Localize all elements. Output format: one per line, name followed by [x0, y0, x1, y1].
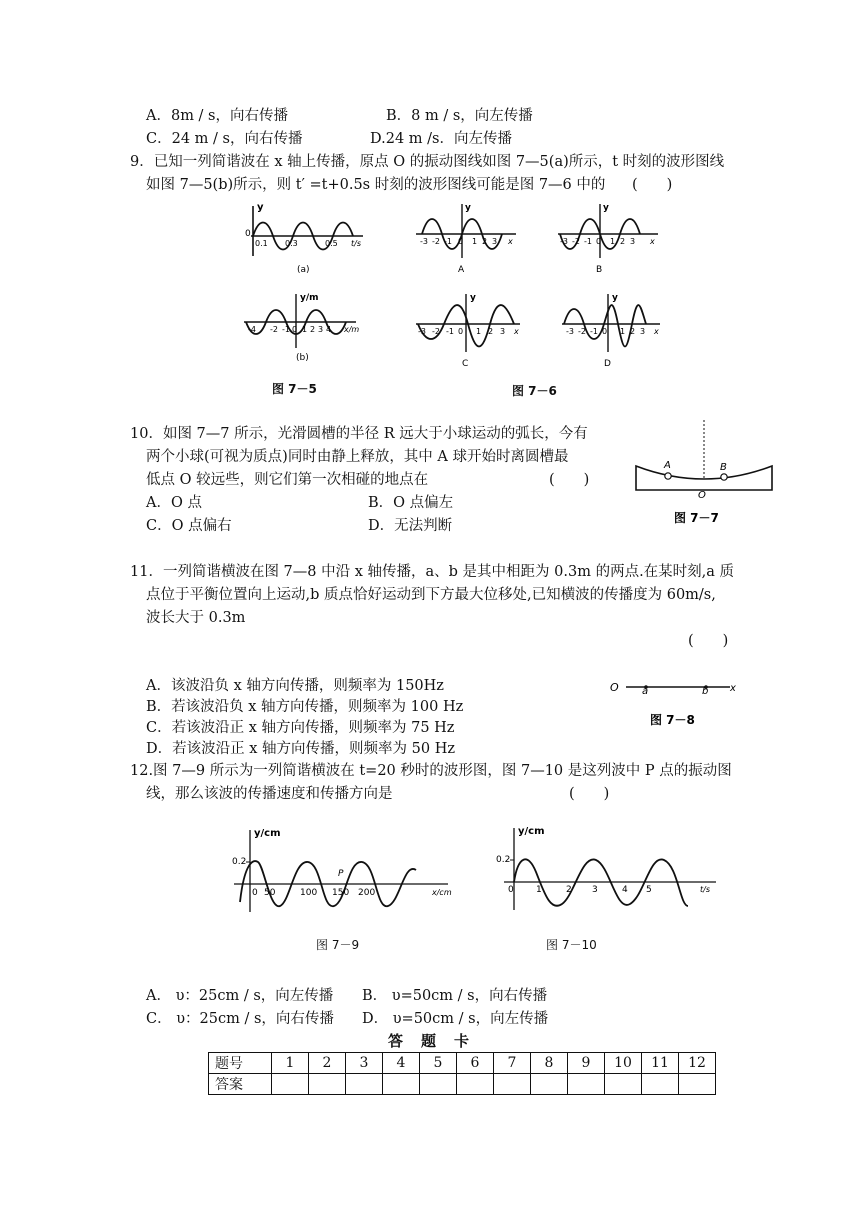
fig77-a: A [664, 460, 671, 471]
fig79-50: 50 [264, 888, 276, 898]
answer-cell[interactable] [494, 1074, 531, 1095]
question-number: 3 [346, 1053, 383, 1074]
opt-a-tick-2: 2 [482, 237, 488, 246]
answer-cell[interactable] [420, 1074, 457, 1095]
fig78-x: x [730, 683, 736, 694]
figure-7-6-option-c [412, 290, 527, 370]
figure-7-6-option-a [412, 200, 522, 280]
opt-c-tick-2: 2 [488, 327, 494, 336]
q8-option-a: A．8m / s，向右传播 [146, 108, 288, 124]
figure-7-8-caption: 图 7－8 [650, 713, 695, 727]
figure-7-5b [240, 290, 370, 370]
opt-a-y: y [465, 203, 471, 213]
fig79-200: 200 [358, 888, 376, 898]
fig710-5: 5 [646, 885, 652, 895]
opt-d-x: x [654, 327, 659, 336]
opt-d-tick-m1: -1 [590, 327, 598, 336]
opt-c-label: C [462, 359, 469, 369]
answer-cell[interactable] [679, 1074, 716, 1095]
fig710-3: 3 [592, 885, 598, 895]
fig79-150: 150 [332, 888, 350, 898]
answer-card-table [208, 1052, 716, 1095]
row-header-number: 题号 [209, 1053, 272, 1074]
figure-7-8 [604, 674, 744, 734]
fig-b-tick-2: 2 [310, 325, 316, 334]
question-number: 7 [494, 1053, 531, 1074]
question-number: 10 [605, 1053, 642, 1074]
opt-b-tick-m3: -3 [560, 237, 568, 246]
fig-a-tick-01: 0.1 [255, 239, 268, 248]
q11-stem-line1: 11．一列简谐横波在图 7—8 中沿 x 轴传播，a、b 是其中相距为 0.3m 的两点.在某时刻,a 质 [130, 564, 735, 580]
fig-a-y-label: y [257, 202, 264, 213]
question-number: 5 [420, 1053, 457, 1074]
fig78-o: O [610, 681, 619, 694]
answer-cell[interactable] [457, 1074, 494, 1095]
opt-b-label: B [596, 265, 603, 275]
opt-c-tick-m2: -2 [432, 327, 440, 336]
opt-c-tick-m3: -3 [418, 327, 426, 336]
answer-cell[interactable] [531, 1074, 568, 1095]
answer-cell[interactable] [272, 1074, 309, 1095]
opt-d-tick-m3: -3 [566, 327, 574, 336]
q12-option-c: C． υ：25cm / s，向右传播 [146, 1011, 334, 1027]
q9-stem-line2: 如图 7—5(b)所示，则 t′ =t+0.5s 时刻的波形图线可能是图 7—6 中的 [146, 177, 606, 193]
opt-c-x: x [514, 327, 519, 336]
fig-b-tick-1: 1 [302, 325, 308, 334]
fig-b-x: x/m [344, 325, 360, 334]
fig-a-tick-05: 0.5 [325, 239, 338, 248]
opt-d-label: D [604, 359, 611, 369]
opt-c-tick-3: 3 [500, 327, 506, 336]
fig-a-t-axis: t/s [351, 239, 361, 248]
question-number: 8 [531, 1053, 568, 1074]
q12-stem-line1: 12.图 7—9 所示为一列简谐横波在 t=20 秒时的波形图，图 7—10 是这列波中 P 点的振动图 [130, 763, 732, 779]
figure-7-10 [492, 822, 724, 922]
opt-b-tick-m2: -2 [572, 237, 580, 246]
opt-a-tick-m1: -1 [444, 237, 452, 246]
opt-a-tick-1: 1 [472, 237, 478, 246]
q11-answer-paren: ( ) [688, 633, 729, 649]
opt-c-y: y [470, 293, 476, 303]
question-number: 1 [272, 1053, 309, 1074]
fig79-100: 100 [300, 888, 318, 898]
fig78-a: a [642, 686, 649, 697]
opt-b-tick-m1: -1 [584, 237, 592, 246]
q10-option-d: D．无法判断 [368, 518, 453, 534]
q12-stem-line2: 线，那么该波的传播速度和传播方向是 [146, 786, 393, 802]
figure-7-5-caption: 图 7－5 [272, 382, 317, 396]
fig-a-origin: 0 [245, 229, 251, 239]
q8-option-c: C．24 m / s，向右传播 [146, 131, 303, 147]
q12-option-a: A． υ：25cm / s，向左传播 [146, 988, 334, 1004]
opt-b-tick-3: 3 [630, 237, 636, 246]
opt-b-tick-2: 2 [620, 237, 626, 246]
answer-cell[interactable] [383, 1074, 420, 1095]
question-number: 4 [383, 1053, 420, 1074]
row-header-answer: 答案 [209, 1074, 272, 1095]
opt-a-x: x [508, 237, 513, 246]
opt-a-tick-m3: -3 [420, 237, 428, 246]
fig710-y: y/cm [518, 826, 545, 837]
q11-option-c: C．若该波沿正 x 轴方向传播，则频率为 75 Hz [146, 720, 455, 736]
q10-stem-line3: 低点 O 较远些，则它们第一次相碰的地点在 [146, 472, 429, 488]
fig78-b: b [702, 686, 709, 697]
opt-b-y: y [603, 203, 609, 213]
q11-option-a: A．该波沿负 x 轴方向传播，则频率为 150Hz [146, 678, 444, 694]
fig710-1: 1 [536, 885, 542, 895]
figure-7-5a [243, 200, 373, 280]
q11-stem-line3: 波长大于 0.3m [146, 610, 246, 626]
opt-d-tick-3: 3 [640, 327, 646, 336]
fig-b-label: (b) [296, 353, 309, 363]
answer-cell[interactable] [642, 1074, 679, 1095]
opt-c-tick-0: 0 [458, 327, 464, 336]
fig77-b: B [720, 462, 727, 473]
fig-b-tick-0: 0 [292, 325, 298, 334]
fig-b-y: y/m [300, 293, 319, 303]
answer-cell[interactable] [346, 1074, 383, 1095]
fig-a-tick-03: 0.3 [285, 239, 298, 248]
fig710-0: 0 [508, 885, 514, 895]
opt-b-tick-0: 0 [596, 237, 602, 246]
q10-stem-line1: 10．如图 7—7 所示，光滑圆槽的半径 R 远大于小球运动的弧长，今有 [130, 426, 588, 442]
fig-a-label: (a) [297, 265, 310, 275]
q11-option-b: B．若该波沿负 x 轴方向传播，则频率为 100 Hz [146, 699, 464, 715]
figure-7-6-option-b [556, 200, 666, 280]
answer-cell[interactable] [568, 1074, 605, 1095]
q9-answer-paren: ( ) [632, 177, 673, 193]
figure-7-6-option-d [560, 290, 670, 370]
q10-option-b: B．O 点偏左 [368, 495, 454, 511]
answer-cell[interactable] [309, 1074, 346, 1095]
figure-7-7 [628, 418, 776, 530]
opt-d-tick-2: 2 [630, 327, 636, 336]
fig79-p: P [338, 869, 344, 879]
opt-a-tick-m2: -2 [432, 237, 440, 246]
q8-option-d: D.24 m /s．向左传播 [370, 131, 512, 147]
fig79-0: 0 [252, 888, 258, 898]
opt-c-tick-1: 1 [476, 327, 482, 336]
opt-d-tick-0: 0 [602, 327, 608, 336]
opt-d-tick-1: 1 [620, 327, 626, 336]
q12-option-d: D． υ=50cm / s，向左传播 [362, 1011, 549, 1027]
answer-card-title: 答题卡 [388, 1032, 488, 1050]
fig-b-tick-4: 4 [326, 325, 332, 334]
opt-c-tick-m1: -1 [446, 327, 454, 336]
figure-7-7-caption: 图 7－7 [674, 511, 719, 525]
answer-cell[interactable] [605, 1074, 642, 1095]
fig-b-tick-3: 3 [318, 325, 324, 334]
answer-card-number-row [209, 1053, 716, 1074]
figure-7-9 [226, 824, 458, 924]
answer-card-answer-row [209, 1074, 716, 1095]
q10-option-c: C．O 点偏右 [146, 518, 232, 534]
q12-answer-paren: ( ) [569, 786, 610, 802]
opt-a-tick-3: 3 [492, 237, 498, 246]
fig79-y: y/cm [254, 828, 281, 839]
figure-7-6-caption: 图 7－6 [512, 384, 557, 398]
q10-stem-line2: 两个小球(可视为质点)同时由静上释放，其中 A 球开始时离圆槽最 [146, 449, 569, 465]
figure-7-10-caption: 图 7－10 [546, 938, 597, 952]
fig710-02: 0.2 [496, 855, 511, 865]
question-number: 2 [309, 1053, 346, 1074]
q11-stem-line2: 点位于平衡位置向上运动,b 质点恰好运动到下方最大位移处,已知横波的传播度为 60m/s, [146, 587, 716, 603]
q10-answer-paren: ( ) [549, 472, 590, 488]
q9-stem-line1: 9．已知一列简谐波在 x 轴上传播，原点 O 的振动图线如图 7—5(a)所示，t 时刻的波形图线 [130, 154, 725, 170]
fig77-o: O [698, 490, 706, 501]
fig710-4: 4 [622, 885, 628, 895]
fig710-t: t/s [700, 885, 710, 894]
fig79-02: 0.2 [232, 857, 247, 867]
opt-d-y: y [612, 293, 618, 303]
fig-b-tick-m2: -2 [270, 325, 278, 334]
question-number: 12 [679, 1053, 716, 1074]
fig-b-tick-m4: -4 [248, 325, 256, 334]
question-number: 9 [568, 1053, 605, 1074]
figure-7-9-caption: 图 7－9 [316, 938, 360, 952]
opt-b-tick-1: 1 [610, 237, 616, 246]
opt-a-tick-0: 0 [458, 237, 464, 246]
fig710-2: 2 [566, 885, 572, 895]
opt-a-label: A [458, 265, 465, 275]
opt-b-x: x [650, 237, 655, 246]
question-number: 11 [642, 1053, 679, 1074]
fig-b-tick-m1: -1 [282, 325, 290, 334]
q12-option-b: B． υ=50cm / s，向右传播 [362, 988, 548, 1004]
q11-option-d: D．若该波沿正 x 轴方向传播，则频率为 50 Hz [146, 741, 455, 757]
q10-option-a: A．O 点 [146, 495, 202, 511]
fig79-x: x/cm [432, 888, 452, 897]
q8-option-b: B．8 m / s，向左传播 [386, 108, 533, 124]
question-number: 6 [457, 1053, 494, 1074]
opt-d-tick-m2: -2 [578, 327, 586, 336]
